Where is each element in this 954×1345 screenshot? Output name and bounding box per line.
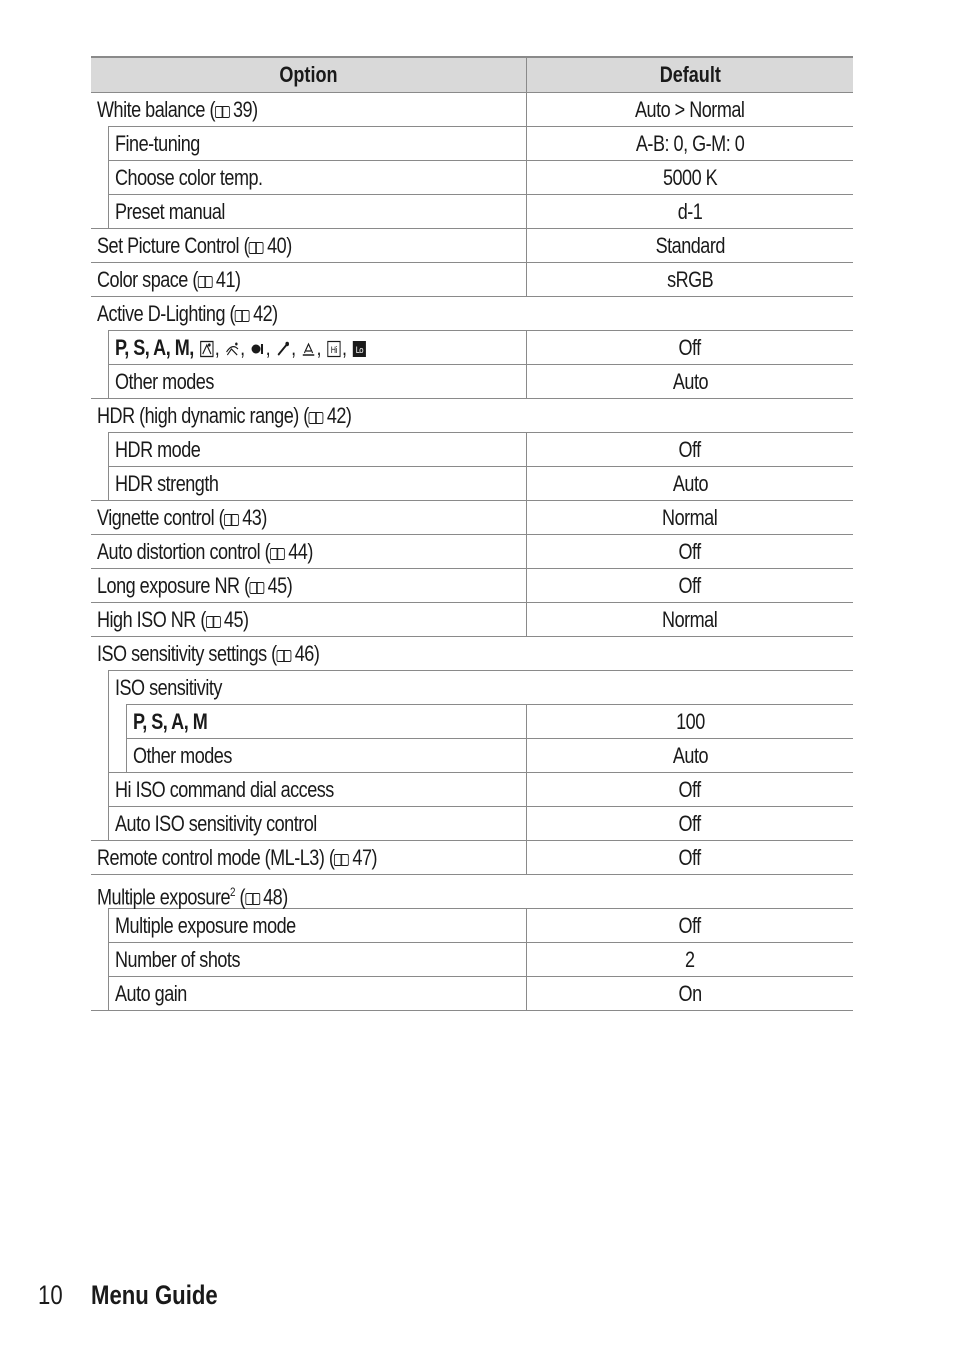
book-icon <box>249 242 264 254</box>
option-label: ISO sensitivity settings ( 46) <box>97 641 320 666</box>
table-row <box>91 195 853 229</box>
option-label: High ISO NR ( 45) <box>97 607 249 632</box>
option-label <box>133 705 207 739</box>
low-key-icon <box>352 334 367 356</box>
option-text: Remote control mode (ML-L3) ( <box>97 845 335 870</box>
table-row <box>91 773 853 807</box>
default-text: Auto <box>672 743 708 768</box>
table-header <box>91 58 853 93</box>
default-text: d-1 <box>677 199 703 224</box>
table-row <box>91 807 853 841</box>
option-label <box>133 739 232 773</box>
option-text: P, S, A, M, <box>115 335 194 360</box>
table-row <box>91 365 853 399</box>
option-text: ISO sensitivity <box>115 675 222 700</box>
footnote-marker: 2 <box>230 885 236 899</box>
option-text: HDR (high dynamic range) ( <box>97 403 309 428</box>
default-text: Normal <box>662 505 718 530</box>
default-value <box>527 263 853 297</box>
option-label: Vignette control ( 43) <box>97 505 267 530</box>
default-value <box>527 739 853 773</box>
book-icon <box>198 276 213 288</box>
default-text: Off <box>678 539 702 564</box>
default-text: Off <box>678 335 702 360</box>
option-text: P, S, A, M <box>133 709 208 734</box>
default-text: Auto > Normal <box>635 97 745 122</box>
option-label <box>115 467 218 501</box>
option-label: P, S, A, M, , , , , , Hi , Lo <box>115 331 367 365</box>
option-label: Color space ( 41) <box>97 267 241 292</box>
book-icon <box>245 893 260 905</box>
default-value <box>527 773 853 807</box>
table-row <box>91 569 853 603</box>
table-row <box>91 603 853 637</box>
svg-text:Lo: Lo <box>355 344 363 356</box>
table-row <box>91 705 853 739</box>
option-label: HDR (high dynamic range) ( 42) <box>97 403 352 428</box>
party-icon <box>250 334 265 352</box>
table-row <box>91 501 853 535</box>
option-text: Auto ISO sensitivity control <box>115 811 317 836</box>
option-text: Other modes <box>133 743 232 768</box>
default-text: A-B: 0, G-M: 0 <box>635 131 745 156</box>
default-value <box>527 501 853 535</box>
option-label <box>115 671 222 705</box>
book-icon <box>250 582 265 594</box>
page-reference: 42 <box>326 403 346 428</box>
defaults-table <box>91 56 853 1011</box>
page-reference: 47 <box>352 845 372 870</box>
option-text: Preset manual <box>115 199 225 224</box>
default-text: Off <box>678 913 702 938</box>
table-row <box>91 161 853 195</box>
header-default: Default <box>659 62 721 87</box>
option-text: ISO sensitivity settings ( <box>97 641 277 666</box>
page-number: 10 <box>38 1280 63 1310</box>
option-text: Auto distortion control ( <box>97 539 271 564</box>
page-reference: 42 <box>253 301 273 326</box>
default-text: Off <box>678 845 702 870</box>
default-value <box>527 535 853 569</box>
default-text: Standard <box>655 233 725 258</box>
default-value <box>527 195 853 229</box>
table-row <box>91 127 853 161</box>
option-text: Set Picture Control ( <box>97 233 250 258</box>
beach-icon <box>301 334 316 352</box>
default-text: On <box>678 981 702 1006</box>
default-value <box>527 365 853 399</box>
default-value <box>527 93 853 127</box>
table-row <box>91 93 853 127</box>
option-text: HDR mode <box>115 437 201 462</box>
option-label <box>115 161 263 195</box>
table-row <box>91 977 853 1011</box>
option-label <box>115 807 317 841</box>
table-row <box>91 535 853 569</box>
option-text: White balance ( <box>97 97 215 122</box>
option-label <box>115 195 225 229</box>
option-text: Choose color temp. <box>115 165 263 190</box>
option-text: Vignette control ( <box>97 505 225 530</box>
option-label: Remote control mode (ML-L3) ( 47) <box>97 845 378 870</box>
option-text: Multiple exposure <box>97 884 231 910</box>
table-row <box>91 875 853 909</box>
default-value <box>527 467 853 501</box>
table-row <box>91 399 853 433</box>
page-reference: 45 <box>267 573 287 598</box>
default-text: Off <box>678 777 702 802</box>
book-icon <box>277 650 292 662</box>
book-icon <box>235 310 250 322</box>
default-value <box>527 909 853 943</box>
option-text: Color space ( <box>97 267 198 292</box>
default-text: sRGB <box>666 267 714 292</box>
option-label <box>115 433 200 467</box>
book-icon <box>206 616 221 628</box>
close-up-icon <box>275 334 290 352</box>
option-text: Fine-tuning <box>115 131 200 156</box>
page-reference: 41 <box>215 267 236 292</box>
option-text: Number of shots <box>115 947 240 972</box>
option-text: Auto gain <box>115 981 187 1006</box>
default-text: Off <box>678 573 702 598</box>
section-title: Menu Guide <box>91 1280 218 1310</box>
option-label <box>115 773 334 807</box>
option-text: Hi ISO command dial access <box>115 777 334 802</box>
default-text: 100 <box>675 709 705 734</box>
page-reference: 39 <box>233 97 253 122</box>
default-value <box>527 603 853 637</box>
default-value <box>527 229 853 263</box>
night-landscape-icon <box>225 334 240 352</box>
table-row <box>91 229 853 263</box>
option-label: Active D-Lighting ( 42) <box>97 301 278 326</box>
default-text: Normal <box>662 607 718 632</box>
default-value <box>527 705 853 739</box>
default-text: 2 <box>685 947 695 972</box>
header-option: Option <box>279 62 338 87</box>
default-value <box>527 433 853 467</box>
table-row <box>91 943 853 977</box>
option-label: Long exposure NR ( 45) <box>97 573 293 598</box>
default-text: 5000 K <box>662 165 718 190</box>
option-label <box>115 977 187 1011</box>
high-key-icon <box>326 334 341 356</box>
option-label: White balance ( 39) <box>97 97 258 122</box>
table-row <box>91 637 853 671</box>
page-reference: 44 <box>288 539 308 564</box>
table-row <box>91 263 853 297</box>
option-label: Auto distortion control ( 44) <box>97 539 313 564</box>
default-text: Off <box>678 437 702 462</box>
table-row <box>91 739 853 773</box>
book-icon <box>215 106 230 118</box>
default-text: Auto <box>672 369 708 394</box>
option-text: Multiple exposure mode <box>115 913 296 938</box>
table-row <box>91 297 853 331</box>
page-reference: 43 <box>242 505 262 530</box>
option-text: Other modes <box>115 369 214 394</box>
default-value <box>527 841 853 875</box>
default-value <box>527 943 853 977</box>
default-value <box>527 161 853 195</box>
default-text: Auto <box>672 471 708 496</box>
book-icon <box>224 514 239 526</box>
book-icon <box>270 548 285 560</box>
table-row <box>91 841 853 875</box>
night-portrait-icon <box>199 334 214 352</box>
option-label: Multiple exposure$^2$ ( 48) <box>97 884 288 910</box>
default-text: Off <box>678 811 702 836</box>
table-row <box>91 331 853 365</box>
default-value <box>527 569 853 603</box>
option-label <box>115 365 214 399</box>
table-row <box>91 433 853 467</box>
default-value <box>527 127 853 161</box>
option-text: HDR strength <box>115 471 219 496</box>
option-text: Long exposure NR ( <box>97 573 250 598</box>
svg-text:Hi: Hi <box>330 344 338 356</box>
option-text: High ISO NR ( <box>97 607 206 632</box>
option-label: Set Picture Control ( 40) <box>97 233 292 258</box>
table-row <box>91 467 853 501</box>
default-value <box>527 331 853 365</box>
option-label <box>115 909 296 943</box>
table-row <box>91 671 853 705</box>
page-reference: 45 <box>223 607 244 632</box>
option-text: Active D-Lighting ( <box>97 301 236 326</box>
page-reference: 40 <box>267 233 287 258</box>
book-icon <box>334 854 349 866</box>
table-row <box>91 909 853 943</box>
option-label <box>115 943 240 977</box>
option-label <box>115 127 200 161</box>
option-suffix: ( <box>235 884 246 910</box>
default-value <box>527 807 853 841</box>
book-icon <box>309 412 324 424</box>
page-reference: 48 <box>263 884 283 910</box>
default-value <box>527 977 853 1011</box>
page-reference: 46 <box>294 641 314 666</box>
